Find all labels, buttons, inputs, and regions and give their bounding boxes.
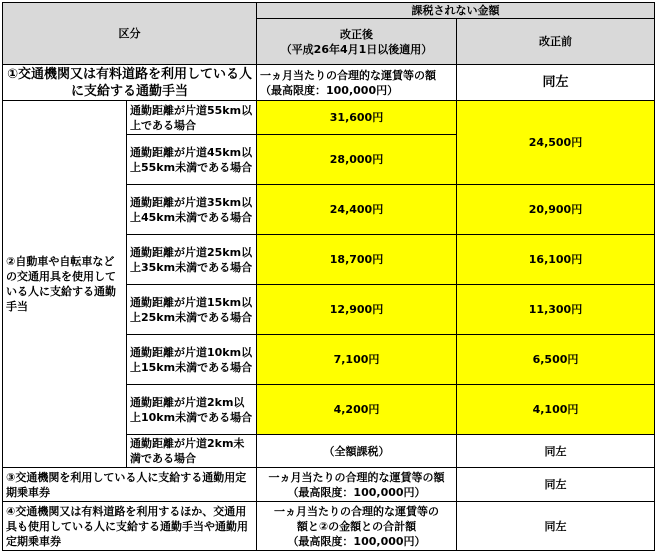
after-55km: 31,600円 [257, 101, 457, 135]
after-25-35km: 18,700円 [257, 235, 457, 285]
row3-label: ③交通機関を利用している人に支給する通勤用定期乗車券 [3, 468, 257, 502]
row1-after: 一ヵ月当たりの合理的な運賃等の額（最高限度：100,000円） [257, 65, 457, 101]
header-category: 区分 [3, 3, 257, 65]
after-35-45km: 24,400円 [257, 185, 457, 235]
row4-label: ④交通機関又は有料道路を利用するほか、交通用具も使用している人に支給する通勤手当や通勤用定期乗車券 [3, 502, 257, 551]
row4-after-line1: 一ヵ月当たりの合理的な運賃等の [274, 504, 439, 518]
row1-label: ①交通機関又は有料道路を利用している人に支給する通勤手当 [3, 65, 257, 101]
distance-25-35km: 通勤距離が片道25km以上35km未満である場合 [127, 235, 257, 285]
before-25-35km: 16,100円 [457, 235, 655, 285]
header-after [257, 19, 457, 65]
distance-55km: 通勤距離が片道55km以上である場合 [127, 101, 257, 135]
row4-after [257, 502, 457, 551]
distance-45-55km: 通勤距離が片道45km以上55km未満である場合 [127, 135, 257, 185]
row4-after-line3: （最高限度：100,000円） [287, 534, 426, 548]
row1-before: 同左 [457, 65, 655, 101]
after-2-10km: 4,200円 [257, 385, 457, 435]
before-2-10km: 4,100円 [457, 385, 655, 435]
distance-10-15km: 通勤距離が片道10km以上15km未満である場合 [127, 335, 257, 385]
row3-after: 一ヵ月当たりの合理的な運賃等の額（最高限度：100,000円） [257, 468, 457, 502]
before-10-15km: 6,500円 [457, 335, 655, 385]
after-45-55km: 28,000円 [257, 135, 457, 185]
distance-15-25km: 通勤距離が片道15km以上25km未満である場合 [127, 285, 257, 335]
header-before: 改正前 [457, 19, 655, 65]
row2-label: ②自動車や自転車などの交通用具を使用している人に支給する通勤手当 [3, 101, 127, 468]
before-45km-plus: 24,500円 [457, 101, 655, 185]
header-after-line1: 改正後 [340, 27, 373, 41]
header-non-taxable: 課税されない金額 [257, 3, 655, 19]
distance-35-45km: 通勤距離が片道35km以上45km未満である場合 [127, 185, 257, 235]
distance-under-2km: 通勤距離が片道2km未満である場合 [127, 435, 257, 468]
header-after-line2: （平成26年4月1日以後適用） [280, 42, 433, 56]
row4-after-line2: 額と②の金額との合計額 [296, 519, 417, 533]
row3-before: 同左 [457, 468, 655, 502]
distance-2-10km: 通勤距離が片道2km以上10km未満である場合 [127, 385, 257, 435]
after-15-25km: 12,900円 [257, 285, 457, 335]
commuting-allowance-table [2, 2, 655, 551]
row4-before: 同左 [457, 502, 655, 551]
before-15-25km: 11,300円 [457, 285, 655, 335]
after-under-2km: （全額課税） [257, 435, 457, 468]
before-under-2km: 同左 [457, 435, 655, 468]
after-10-15km: 7,100円 [257, 335, 457, 385]
before-35-45km: 20,900円 [457, 185, 655, 235]
